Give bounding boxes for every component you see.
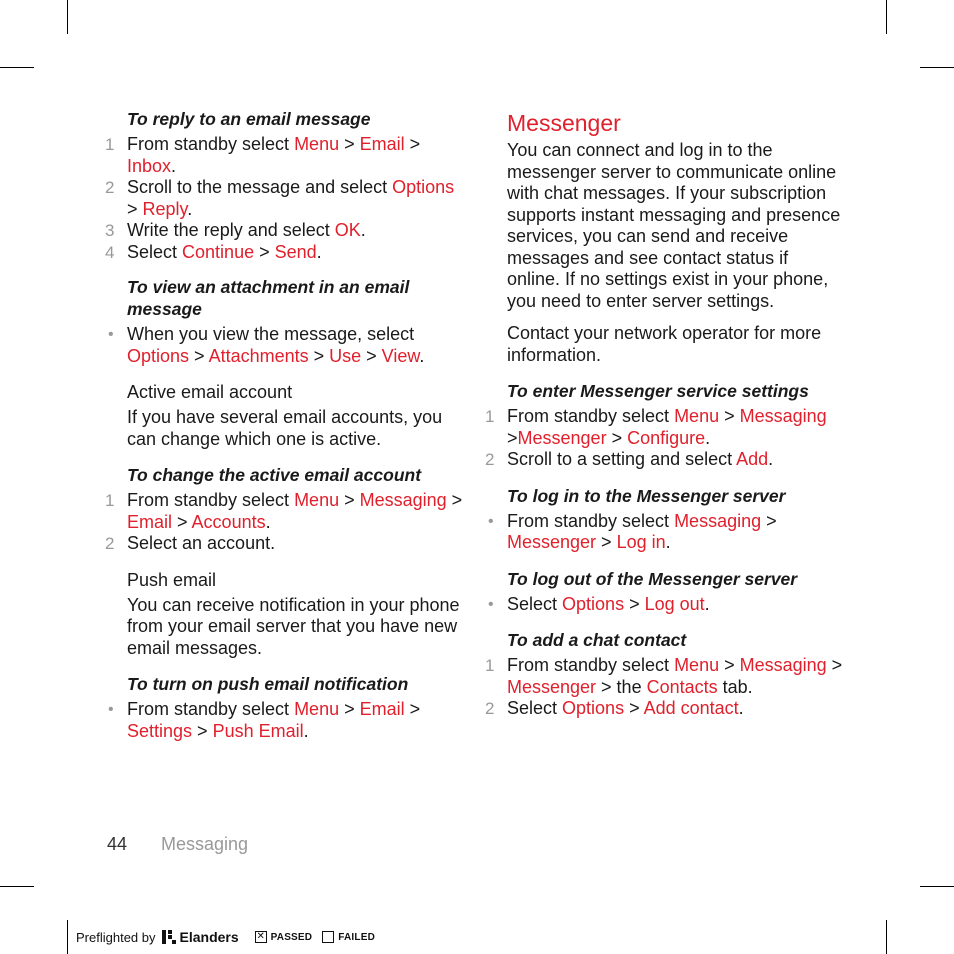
step-text: > <box>446 490 463 510</box>
menu-path-link: Menu <box>294 134 340 154</box>
attachment-section <box>105 276 465 367</box>
menu-path-link: Messaging <box>739 655 827 675</box>
step-text: Select <box>127 241 183 262</box>
step-text: > <box>719 406 740 426</box>
step-text: > <box>606 427 628 448</box>
step-text: From standby select <box>127 134 295 154</box>
list-item <box>105 324 465 367</box>
step-list <box>105 134 465 263</box>
step-text: From standby select <box>507 510 675 531</box>
step-text: > <box>761 510 777 531</box>
push-email-section <box>105 569 465 660</box>
section-heading: To add a chat contact <box>507 630 687 650</box>
list-item <box>485 594 845 616</box>
crop-mark <box>920 67 954 68</box>
footer-section-name: Messaging <box>161 834 249 854</box>
menu-path-link: Messenger <box>507 676 597 697</box>
logout-section <box>485 568 845 616</box>
step-text: > <box>624 593 645 614</box>
list-item <box>485 449 845 471</box>
step-number: 2 <box>485 450 495 469</box>
step-list <box>105 324 465 367</box>
step-text: Select <box>507 698 563 718</box>
preflight-brand: Elanders <box>179 929 239 945</box>
menu-path-link: OK <box>334 220 361 240</box>
step-number: 1 <box>485 407 495 426</box>
left-column <box>105 108 465 742</box>
step-text: > <box>361 345 382 366</box>
step-text: Select <box>507 593 563 614</box>
failed-label: FAILED <box>338 931 375 943</box>
bullet-marker: • <box>488 512 494 530</box>
list-item <box>105 134 465 177</box>
paragraph: You can receive notification in your phone from your email server that you have new email messages. <box>127 594 460 658</box>
bullet-marker: • <box>108 701 114 718</box>
step-number: 1 <box>105 491 115 510</box>
passed-checkbox: ✕ <box>256 931 265 942</box>
menu-path-link: Options <box>127 345 190 366</box>
step-number: 1 <box>485 656 495 675</box>
menu-path-link: Messenger <box>507 532 597 552</box>
menu-path-link: Menu <box>294 490 340 510</box>
step-text: > <box>719 655 740 675</box>
passed-label: PASSED <box>270 931 313 943</box>
step-text: . <box>704 593 710 614</box>
preflight-label: Preflighted by <box>76 929 156 945</box>
right-column <box>485 108 845 720</box>
menu-path-link: Attachments <box>208 345 309 366</box>
menu-path-link: Messaging <box>674 510 762 531</box>
list-item <box>105 490 465 533</box>
login-section <box>485 485 845 554</box>
crop-mark <box>0 886 34 887</box>
step-text: . <box>705 427 711 448</box>
step-text: . <box>303 720 309 741</box>
menu-path-link: Configure <box>627 427 706 448</box>
messenger-settings-section <box>485 380 845 471</box>
list-item <box>105 177 465 220</box>
step-text: . <box>738 698 744 718</box>
step-text: > the <box>596 676 647 697</box>
list-item <box>105 699 465 742</box>
step-list <box>485 511 845 554</box>
menu-path-link: Contacts <box>646 676 718 697</box>
section-heading: To change the active email account <box>127 465 422 485</box>
add-contact-section <box>485 629 845 720</box>
step-number: 3 <box>105 221 115 240</box>
bullet-marker: • <box>488 595 494 613</box>
menu-path-link: Log in <box>616 532 666 552</box>
crop-mark <box>67 920 68 954</box>
elanders-logo-icon <box>162 930 176 944</box>
crop-mark <box>0 67 34 68</box>
step-text: > <box>404 134 421 154</box>
menu-path-link: Options <box>562 698 625 718</box>
menu-path-link: Send <box>274 241 317 262</box>
step-text: tab. <box>717 676 753 697</box>
section-heading: To log out of the Messenger server <box>507 568 798 589</box>
step-number: 4 <box>105 242 115 262</box>
menu-path-link: Inbox <box>127 155 172 176</box>
menu-path-link: Options <box>392 177 455 197</box>
bullet-marker: • <box>108 326 114 343</box>
step-text: > <box>404 699 421 719</box>
step-text: > <box>624 698 644 718</box>
preflight-stamp <box>76 929 385 945</box>
list-item <box>485 655 845 698</box>
step-text: > <box>308 345 330 366</box>
paragraph: If you have several email accounts, you can change which one is active. <box>127 407 443 449</box>
menu-path-link: Messenger <box>517 427 607 448</box>
step-list <box>485 594 845 616</box>
menu-path-link: Add contact <box>643 698 739 718</box>
crop-mark <box>886 920 887 954</box>
crop-mark <box>920 886 954 887</box>
step-text: Select an account. <box>127 533 276 553</box>
step-number: 2 <box>105 534 115 553</box>
step-list <box>105 490 465 555</box>
step-text: > <box>339 699 360 719</box>
step-text: . <box>419 345 425 366</box>
step-text: . <box>316 241 322 262</box>
step-text: > <box>189 345 209 366</box>
menu-path-link: Add <box>736 449 769 469</box>
step-text: . <box>360 220 366 240</box>
section-heading: To enter Messenger service settings <box>507 381 809 401</box>
list-item <box>105 533 465 555</box>
menu-path-link: Menu <box>674 406 720 426</box>
list-item <box>105 220 465 242</box>
step-text: From standby select <box>127 699 295 719</box>
section-heading: To log in to the Messenger server <box>507 485 786 506</box>
step-text: . <box>665 532 671 552</box>
change-account-section <box>105 464 465 555</box>
reply-section <box>105 108 465 263</box>
crop-mark <box>67 0 68 34</box>
step-list <box>105 699 465 742</box>
step-text: > <box>339 134 360 154</box>
section-heading: To turn on push email notification <box>127 674 409 694</box>
step-number: 1 <box>105 135 115 154</box>
menu-path-link: Accounts <box>191 511 266 532</box>
menu-path-link: Use <box>329 345 362 366</box>
step-text: . <box>265 511 271 532</box>
step-text: > <box>339 490 360 510</box>
step-text: > <box>254 241 275 262</box>
step-text: When you view the message, select <box>127 324 415 344</box>
step-text: . <box>187 198 193 219</box>
menu-path-link: Menu <box>294 699 340 719</box>
subsection-title: Active email account <box>127 382 293 402</box>
step-text: Scroll to the message and select <box>127 177 393 197</box>
step-text: From standby select <box>507 655 675 675</box>
crop-mark <box>886 0 887 34</box>
step-text: From standby select <box>127 490 295 510</box>
step-text: > <box>826 655 843 675</box>
menu-path-link: Reply <box>142 198 188 219</box>
step-list <box>485 655 845 720</box>
step-number: 2 <box>105 178 115 197</box>
step-text: > <box>172 511 192 532</box>
step-number: 2 <box>485 699 495 718</box>
step-list <box>485 406 845 471</box>
menu-path-link: Log out <box>644 593 705 614</box>
section-heading: To reply to an email message <box>127 109 371 129</box>
push-notification-section <box>105 673 465 742</box>
list-item <box>105 242 465 264</box>
step-text: > <box>507 427 518 448</box>
menu-path-link: View <box>381 345 420 366</box>
step-text: . <box>768 449 774 469</box>
step-text: Write the reply and select <box>127 220 335 240</box>
menu-path-link: Messaging <box>739 406 827 426</box>
section-heading: To view an attachment in an email message <box>127 277 410 319</box>
subsection-title: Push email <box>127 569 217 590</box>
menu-path-link: Email <box>359 134 405 154</box>
menu-path-link: Push Email <box>212 720 304 741</box>
menu-path-link: Email <box>127 511 173 532</box>
page-title: Messenger <box>507 110 621 136</box>
list-item <box>485 511 845 554</box>
step-text: Scroll to a setting and select <box>507 449 737 469</box>
active-account-section <box>105 381 465 450</box>
menu-path-link: Options <box>562 593 625 614</box>
step-text: > <box>127 198 143 219</box>
list-item <box>485 698 845 720</box>
contact-paragraph: Contact your network operator for more information. <box>507 323 822 365</box>
intro-paragraph: You can connect and log in to the messenger server to communicate online with chat messages. If your subscription supports instant messaging and presence services, you can send and receive messages and see contact status if online. If no settings exist in your phone, you need to enter server settings. <box>507 140 841 311</box>
list-item <box>485 406 845 449</box>
step-text: . <box>171 155 177 176</box>
page-number: 44 <box>107 834 128 854</box>
menu-path-link: Settings <box>127 720 193 741</box>
step-text: > <box>192 720 213 741</box>
menu-path-link: Email <box>359 699 405 719</box>
step-text: > <box>596 532 617 552</box>
menu-path-link: Continue <box>182 241 255 262</box>
step-text: From standby select <box>507 406 675 426</box>
failed-checkbox <box>322 931 334 943</box>
menu-path-link: Menu <box>674 655 720 675</box>
menu-path-link: Messaging <box>359 490 447 510</box>
